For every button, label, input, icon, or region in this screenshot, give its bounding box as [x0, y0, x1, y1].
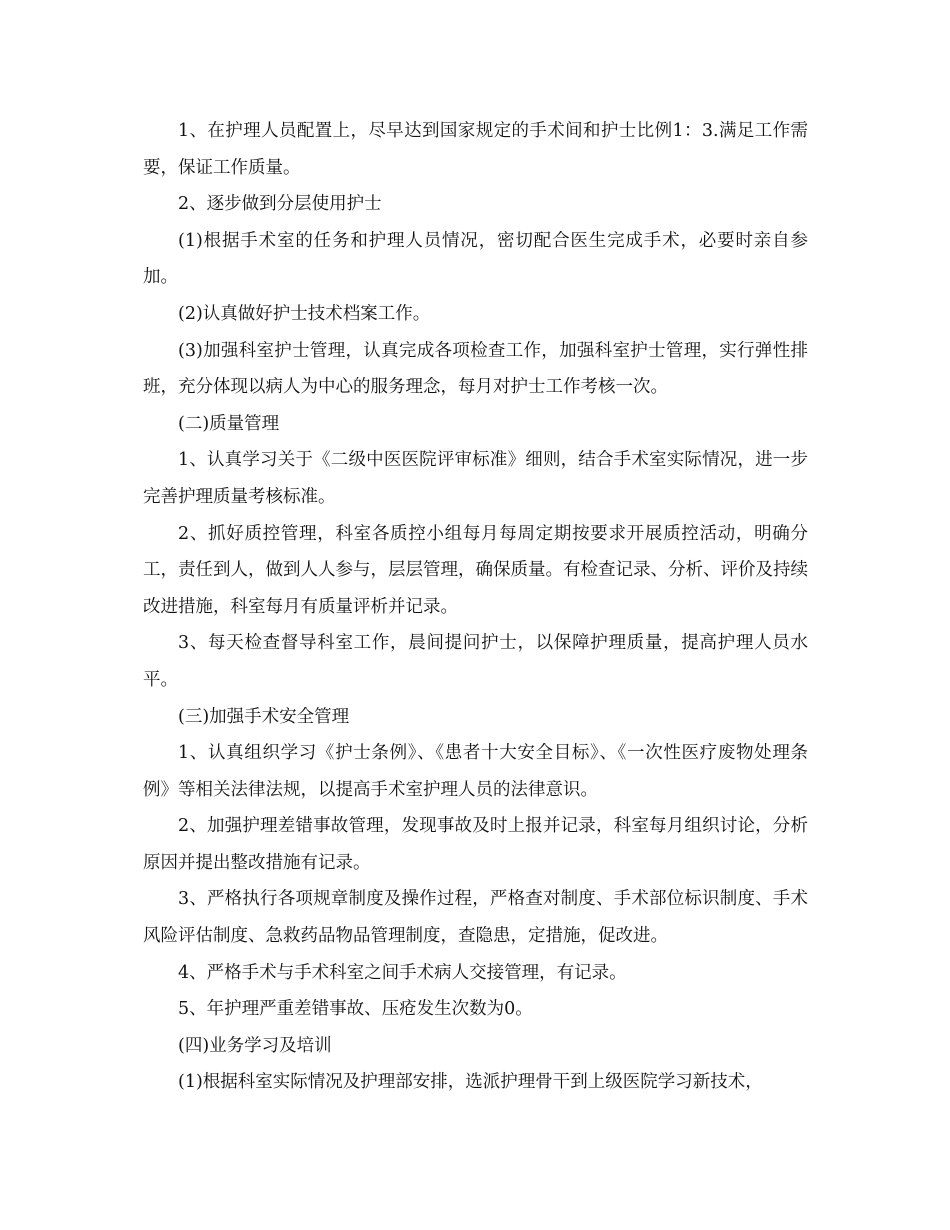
paragraph-item-2: (2)认真做好护士技术档案工作。 [178, 303, 431, 324]
paragraph-quality-3: 3、每天检查督导科室工作，晨间提问护士，以保障护理质量，提高护理人员水平。 [143, 633, 808, 690]
paragraph-safety-2: 2、加强护理差错事故管理，发现事故及时上报并记录，科室每月组织讨论，分析原因并提出整改措施有记录。 [143, 816, 808, 873]
document-body [143, 113, 808, 1101]
section-heading-safety: (三)加强手术安全管理 [178, 706, 350, 727]
paragraph-safety-4: 4、严格手术与手术科室之间手术病人交接管理，有记录。 [178, 962, 627, 983]
paragraph-item-3: (3)加强科室护士管理，认真完成各项检查工作，加强科室护士管理，实行弹性排班，充分体现以病人为中心的服务理念，每月对护士工作考核一次。 [143, 340, 808, 398]
paragraph-tiered-nurses: 2、逐步做到分层使用护士 [178, 194, 382, 215]
paragraph-training-1: (1)根据科室实际情况及护理部安排，选派护理骨干到上级医院学习新技术， [178, 1072, 763, 1093]
paragraph-quality-2: 2、抓好质控管理，科室各质控小组每月每周定期按要求开展质控活动，明确分工，责任到人，做到人人参与，层层管理，确保质量。有检查记录、分析、评价及持续改进措施，科室每月有质量评析并记录。 [143, 523, 808, 617]
paragraph-quality-1: 1、认真学习关于《二级中医医院评审标准》细则，结合手术室实际情况，进一步完善护理质量考核标准。 [143, 450, 808, 507]
section-heading-training: (四)业务学习及培训 [178, 1035, 332, 1056]
paragraph-staffing-ratio: 1、在护理人员配置上，尽早达到国家规定的手术间和护士比例1：3.满足工作需要，保证工作质量。 [143, 121, 808, 178]
paragraph-safety-1: 1、认真组织学习《护士条例》、《患者十大安全目标》、《一次性医疗废物处理条例》等相关法律法规，以提高手术室护理人员的法律意识。 [143, 743, 808, 800]
paragraph-item-1: (1)根据手术室的任务和护理人员情况，密切配合医生完成手术，必要时亲自参加。 [143, 230, 808, 288]
section-heading-quality: (二)质量管理 [178, 413, 280, 434]
paragraph-safety-3: 3、严格执行各项规章制度及操作过程，严格查对制度、手术部位标识制度、手术风险评估制度、急救药品物品管理制度，查隐患，定措施，促改进。 [143, 889, 808, 947]
paragraph-safety-5: 5、年护理严重差错事故、压疮发生次数为0。 [178, 999, 533, 1020]
